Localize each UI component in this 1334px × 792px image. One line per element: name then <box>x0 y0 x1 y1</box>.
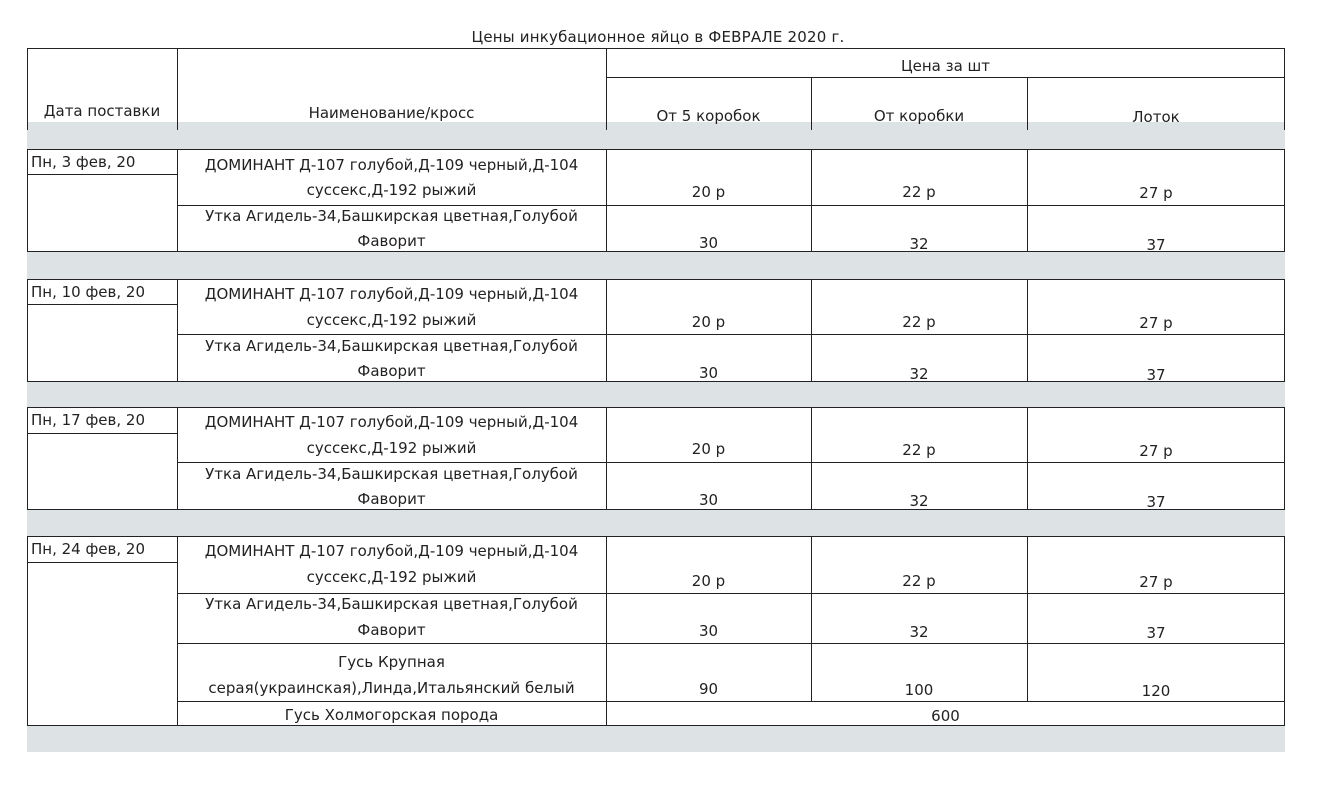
price-tray: 27 р <box>1139 314 1173 332</box>
product-name-line: Утка Агидель-34,Башкирская цветная,Голубой <box>205 207 578 225</box>
price-5-boxes: 30 <box>698 234 719 252</box>
header-price-group-label: Цена за шт <box>900 57 991 75</box>
header-date-label: Дата поставки <box>43 102 161 120</box>
price-5-boxes: 20 р <box>691 183 726 201</box>
delivery-block <box>27 279 1285 382</box>
product-name-line: Гусь Холмогорская порода <box>284 706 499 724</box>
product-name-line: Фаворит <box>357 362 426 380</box>
header-price-box: От коробки <box>873 107 965 125</box>
price-box: 100 <box>904 681 934 699</box>
price-box: 32 <box>909 623 929 641</box>
delivery-date: Пн, 17 фев, 20 <box>31 411 145 429</box>
delivery-block <box>27 407 1285 510</box>
product-name-line: серая(украинская),Линда,Итальянский белый <box>208 679 575 697</box>
page-title: Цены инкубационное яйцо в ФЕВРАЛЕ 2020 г. <box>471 28 845 46</box>
price-tray: 37 <box>1146 624 1166 642</box>
product-name-line: суссекс,Д-192 рыжий <box>306 439 477 457</box>
price-box: 32 <box>909 235 929 253</box>
header-name-label: Наименование/кросс <box>308 104 475 122</box>
delivery-date: Пн, 10 фев, 20 <box>31 283 145 301</box>
price-box: 22 р <box>902 183 936 201</box>
price-5-boxes: 30 <box>698 491 719 509</box>
price-box: 22 р <box>902 572 936 590</box>
price-5-boxes: 90 <box>698 680 719 698</box>
header-price-tray: Лоток <box>1132 108 1180 126</box>
price-tray: 37 <box>1146 366 1166 384</box>
product-name-line: Фаворит <box>357 232 426 250</box>
price-tray: 37 <box>1146 236 1166 254</box>
table-header <box>27 48 1285 130</box>
product-name-line: Утка Агидель-34,Башкирская цветная,Голубой <box>205 595 578 613</box>
price-5-boxes: 30 <box>698 622 719 640</box>
price-5-boxes: 20 р <box>691 440 726 458</box>
product-name-line: суссекс,Д-192 рыжий <box>306 311 477 329</box>
product-name-line: ДОМИНАНТ Д-107 голубой,Д-109 черный,Д-104 <box>204 156 579 174</box>
delivery-date: Пн, 24 фев, 20 <box>31 540 145 558</box>
price-tray: 37 <box>1146 493 1166 511</box>
price-5-boxes: 20 р <box>691 572 726 590</box>
product-name-line: Утка Агидель-34,Башкирская цветная,Голубой <box>205 337 578 355</box>
header-price-5-boxes: От 5 коробок <box>656 107 761 125</box>
product-name-line: ДОМИНАНТ Д-107 голубой,Д-109 черный,Д-104 <box>204 285 579 303</box>
price-box: 32 <box>909 365 929 383</box>
price-box: 22 р <box>902 313 936 331</box>
price-box: 32 <box>909 492 929 510</box>
price-tray: 27 р <box>1139 573 1173 591</box>
delivery-block <box>27 149 1285 252</box>
product-name-line: ДОМИНАНТ Д-107 голубой,Д-109 черный,Д-104 <box>204 413 579 431</box>
price-tray: 120 <box>1141 682 1171 700</box>
price-tray: 27 р <box>1139 442 1173 460</box>
separator-band <box>27 380 1285 410</box>
delivery-block <box>27 536 1285 726</box>
separator-band <box>27 250 1285 282</box>
delivery-date: Пн, 3 фев, 20 <box>31 153 136 171</box>
product-name-line: Гусь Крупная <box>338 653 445 671</box>
merged-price: 600 <box>931 707 960 725</box>
product-name-line: Фаворит <box>357 490 426 508</box>
separator-band <box>27 508 1285 538</box>
product-name-line: Утка Агидель-34,Башкирская цветная,Голубой <box>205 465 578 483</box>
product-name-line: суссекс,Д-192 рыжий <box>306 568 477 586</box>
product-name-line: суссекс,Д-192 рыжий <box>306 181 477 199</box>
product-name-line: ДОМИНАНТ Д-107 голубой,Д-109 черный,Д-104 <box>204 542 579 560</box>
price-box: 22 р <box>902 441 936 459</box>
price-5-boxes: 30 <box>698 364 719 382</box>
price-tray: 27 р <box>1139 184 1173 202</box>
price-5-boxes: 20 р <box>691 313 726 331</box>
product-name-line: Фаворит <box>357 621 426 639</box>
